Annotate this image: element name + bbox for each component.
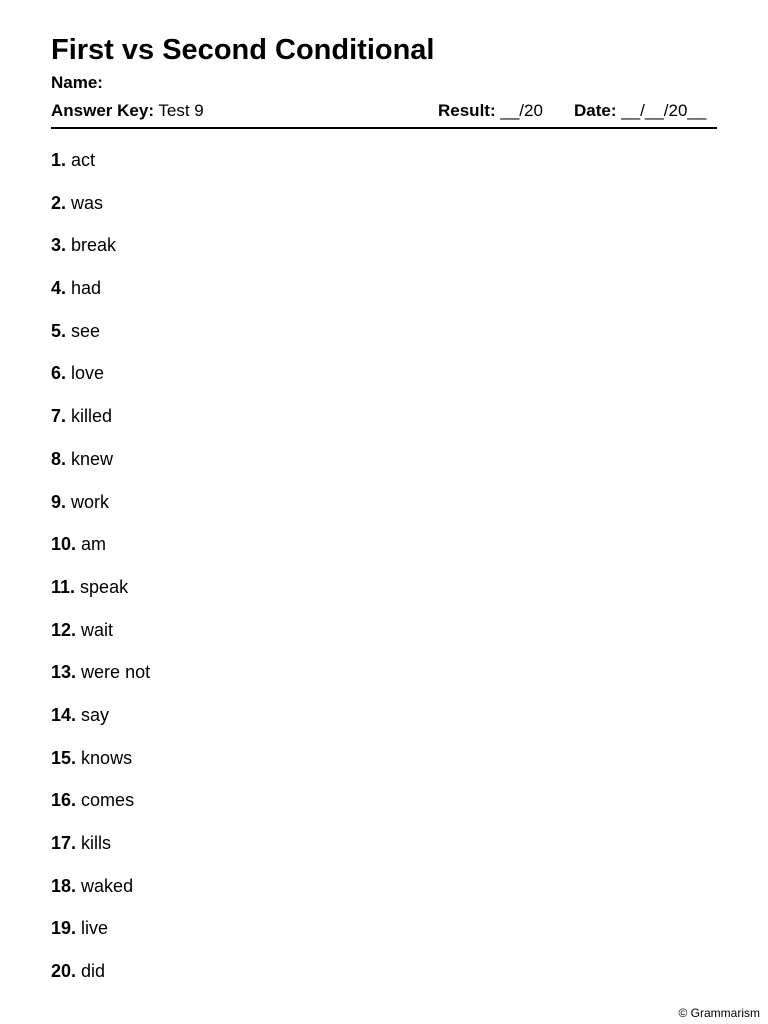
answer-number: 20. — [51, 961, 77, 982]
answer-number: 6. — [51, 363, 67, 384]
page-title: First vs Second Conditional — [51, 34, 435, 66]
answer-text: am — [81, 534, 107, 555]
answer-item — [51, 448, 150, 491]
result-label: Result: — [438, 101, 496, 120]
date-label: Date: — [574, 101, 617, 120]
answer-text: speak — [80, 576, 129, 597]
answer-number: 1. — [51, 150, 67, 170]
answer-key-row — [51, 100, 717, 122]
answer-item — [51, 619, 150, 662]
result-field — [438, 100, 543, 122]
answer-item — [51, 960, 150, 1003]
answer-text: work — [71, 491, 110, 512]
answer-item — [51, 234, 150, 277]
answer-number: 18. — [51, 875, 77, 896]
answer-text: wait — [81, 619, 114, 640]
answer-text: was — [71, 192, 104, 213]
answer-item — [51, 576, 150, 619]
answer-item — [51, 747, 150, 790]
answer-text: had — [71, 278, 102, 299]
answer-item — [51, 192, 150, 235]
answer-item — [51, 661, 150, 704]
answer-number: 13. — [51, 662, 77, 683]
answer-item — [51, 704, 150, 747]
answer-number: 12. — [51, 619, 77, 640]
test-name: Test 9 — [158, 101, 204, 120]
answer-number: 3. — [51, 235, 67, 256]
answer-number: 10. — [51, 534, 77, 555]
answer-text: knew — [71, 448, 114, 469]
answer-number: 2. — [51, 192, 67, 213]
date-field — [574, 100, 706, 122]
answer-item — [51, 320, 150, 363]
answer-text: break — [71, 235, 117, 256]
answer-number: 4. — [51, 278, 67, 299]
answer-number: 7. — [51, 406, 67, 427]
answer-text: love — [71, 363, 105, 384]
answer-key-info — [51, 100, 204, 122]
answer-number: 15. — [51, 747, 77, 768]
answer-item — [51, 405, 150, 448]
answer-item — [51, 491, 150, 534]
answer-text: did — [81, 961, 106, 982]
header-divider — [51, 127, 717, 129]
answer-key-label: Answer Key: — [51, 101, 154, 120]
date-value: __/__/20__ — [621, 101, 707, 120]
answer-number: 16. — [51, 790, 77, 811]
answer-item — [51, 875, 150, 918]
answer-item — [51, 277, 150, 320]
answer-item — [51, 362, 150, 405]
answer-item — [51, 149, 150, 192]
answer-text: see — [71, 320, 101, 341]
answer-list — [51, 149, 150, 1003]
answer-item — [51, 789, 150, 832]
result-value: __/20 — [500, 101, 543, 120]
answer-number: 19. — [51, 918, 77, 939]
answer-item — [51, 832, 150, 875]
answer-text: waked — [81, 875, 134, 896]
answer-text: were not — [81, 662, 151, 683]
copyright-footer: © Grammarism — [678, 1006, 760, 1020]
answer-number: 5. — [51, 320, 67, 341]
answer-text: kills — [81, 833, 112, 853]
name-label: Name: — [51, 73, 103, 92]
answer-text: act — [71, 150, 96, 170]
answer-text: killed — [71, 406, 113, 427]
answer-text: say — [81, 704, 110, 725]
answer-item — [51, 533, 150, 576]
answer-number: 11. — [51, 576, 76, 597]
answer-text: knows — [81, 747, 133, 768]
answer-text: comes — [81, 790, 135, 811]
name-field — [51, 73, 103, 93]
answer-item — [51, 917, 150, 960]
answer-number: 9. — [51, 491, 67, 512]
answer-number: 8. — [51, 448, 67, 469]
answer-text: live — [81, 918, 109, 939]
answer-number: 17. — [51, 833, 77, 853]
answer-number: 14. — [51, 704, 77, 725]
